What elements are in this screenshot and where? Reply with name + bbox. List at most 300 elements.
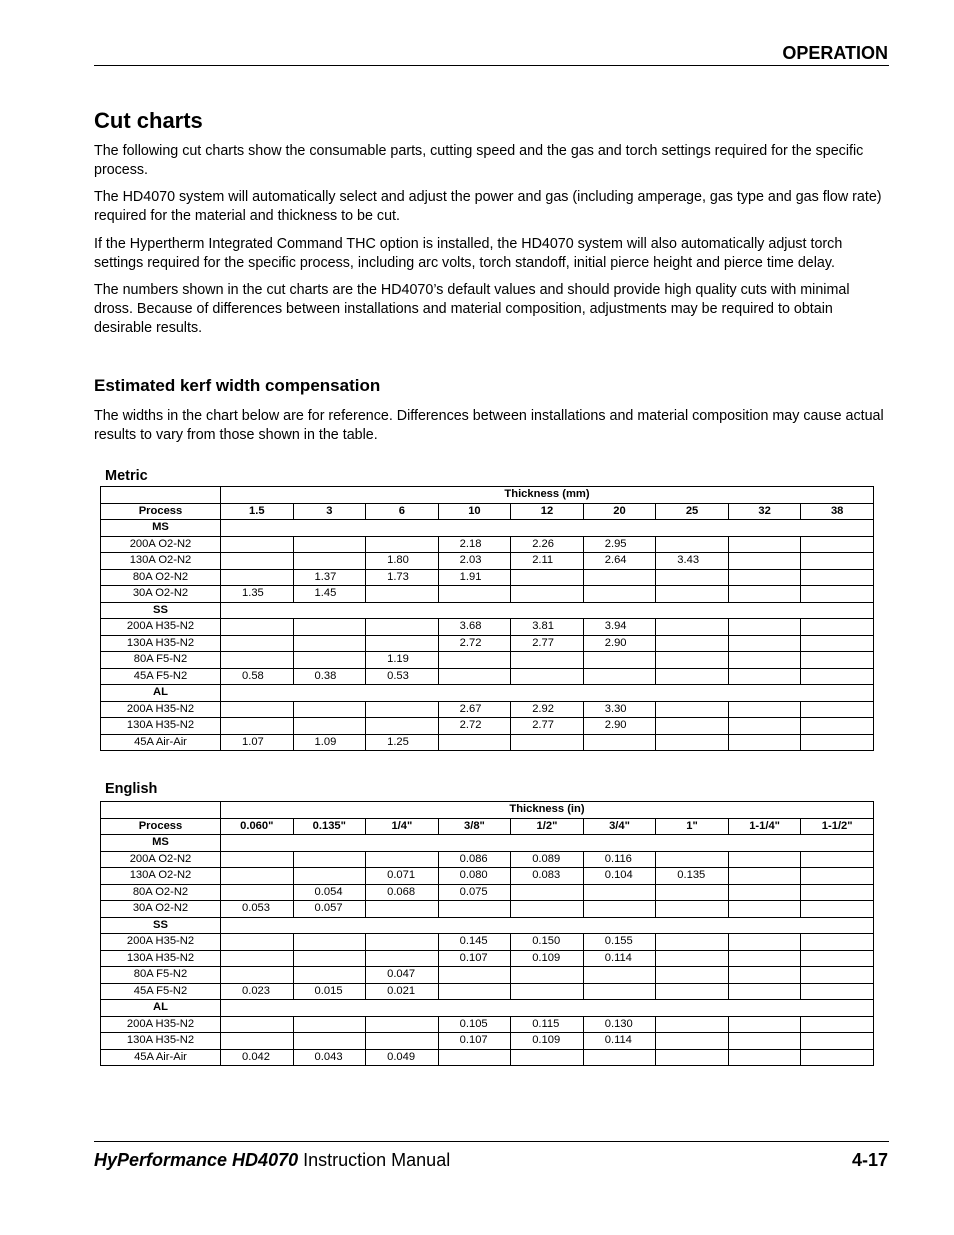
material-group-row xyxy=(101,520,874,537)
kerf-value-cell xyxy=(728,553,801,570)
kerf-value-cell xyxy=(583,586,656,603)
group-spacer-cell xyxy=(221,835,874,852)
group-spacer-cell xyxy=(221,520,874,537)
kerf-value-cell xyxy=(438,586,511,603)
kerf-value-cell xyxy=(583,652,656,669)
process-cell: 80A F5-N2 xyxy=(101,967,221,984)
kerf-value-cell: 3.43 xyxy=(656,553,729,570)
process-cell: 45A Air-Air xyxy=(101,734,221,751)
kerf-value-cell xyxy=(366,635,439,652)
kerf-value-cell xyxy=(728,1033,801,1050)
kerf-value-cell xyxy=(728,851,801,868)
kerf-value-cell xyxy=(656,934,729,951)
kerf-value-cell xyxy=(583,967,656,984)
kerf-value-cell xyxy=(366,586,439,603)
empty-corner-cell xyxy=(101,487,221,504)
material-group-row xyxy=(101,1000,874,1017)
kerf-value-cell: 0.109 xyxy=(511,950,584,967)
kerf-value-cell xyxy=(728,536,801,553)
kerf-value-cell: 0.115 xyxy=(511,1016,584,1033)
material-group-label: SS xyxy=(101,602,221,619)
material-group-row xyxy=(101,917,874,934)
kerf-value-cell xyxy=(438,652,511,669)
kerf-value-cell xyxy=(511,1049,584,1066)
kerf-value-cell xyxy=(801,1033,874,1050)
kerf-value-cell xyxy=(221,851,294,868)
kerf-value-cell: 0.135 xyxy=(656,868,729,885)
table-row xyxy=(101,851,874,868)
table-row xyxy=(101,701,874,718)
english-kerf-table xyxy=(100,801,874,1066)
thickness-column-header: 32 xyxy=(728,503,801,520)
kerf-value-cell xyxy=(728,983,801,1000)
kerf-value-cell xyxy=(366,934,439,951)
kerf-value-cell xyxy=(656,851,729,868)
process-cell: 130A O2-N2 xyxy=(101,553,221,570)
kerf-value-cell xyxy=(293,635,366,652)
kerf-value-cell: 0.114 xyxy=(583,950,656,967)
table-row xyxy=(101,901,874,918)
thickness-label: Thickness (in) xyxy=(221,802,874,819)
section-header: OPERATION xyxy=(782,43,888,63)
kerf-value-cell: 1.09 xyxy=(293,734,366,751)
material-group-label: AL xyxy=(101,685,221,702)
metric-kerf-table xyxy=(100,486,874,751)
thickness-label: Thickness (mm) xyxy=(221,487,874,504)
kerf-value-cell xyxy=(221,553,294,570)
table-row xyxy=(101,553,874,570)
kerf-value-cell: 2.77 xyxy=(511,718,584,735)
kerf-value-cell xyxy=(801,868,874,885)
kerf-value-cell xyxy=(221,569,294,586)
kerf-value-cell xyxy=(728,967,801,984)
kerf-value-cell xyxy=(728,635,801,652)
kerf-value-cell: 2.77 xyxy=(511,635,584,652)
kerf-value-cell xyxy=(583,1049,656,1066)
kerf-value-cell xyxy=(656,950,729,967)
kerf-value-cell: 0.015 xyxy=(293,983,366,1000)
english-table-label: English xyxy=(105,781,158,797)
kerf-value-cell xyxy=(583,901,656,918)
thickness-column-header: 1.5 xyxy=(221,503,294,520)
table-row xyxy=(101,619,874,636)
kerf-value-cell: 0.054 xyxy=(293,884,366,901)
kerf-value-cell: 2.90 xyxy=(583,718,656,735)
material-group-row xyxy=(101,835,874,852)
kerf-value-cell xyxy=(728,701,801,718)
kerf-value-cell: 0.089 xyxy=(511,851,584,868)
kerf-value-cell xyxy=(293,934,366,951)
kerf-value-cell: 3.30 xyxy=(583,701,656,718)
material-group-label: MS xyxy=(101,835,221,852)
kerf-value-cell xyxy=(438,1049,511,1066)
kerf-value-cell xyxy=(293,701,366,718)
kerf-value-cell xyxy=(728,569,801,586)
kerf-value-cell xyxy=(511,967,584,984)
kerf-value-cell: 2.26 xyxy=(511,536,584,553)
process-cell: 80A O2-N2 xyxy=(101,884,221,901)
kerf-value-cell: 0.080 xyxy=(438,868,511,885)
kerf-value-cell: 0.043 xyxy=(293,1049,366,1066)
process-cell: 130A H35-N2 xyxy=(101,635,221,652)
kerf-value-cell: 0.145 xyxy=(438,934,511,951)
kerf-value-cell xyxy=(656,967,729,984)
column-header-row xyxy=(101,503,874,520)
kerf-value-cell xyxy=(221,619,294,636)
kerf-value-cell xyxy=(656,701,729,718)
kerf-value-cell xyxy=(801,619,874,636)
table-row xyxy=(101,734,874,751)
intro-paragraph: The HD4070 system will automatically select and adjust the power and gas (including amperage, gas type and gas flow rate) required for the material and thickness to be cut. xyxy=(94,189,882,225)
kerf-value-cell xyxy=(221,1033,294,1050)
kerf-value-cell xyxy=(221,868,294,885)
kerf-value-cell xyxy=(728,884,801,901)
kerf-value-cell xyxy=(656,901,729,918)
kerf-value-cell: 0.068 xyxy=(366,884,439,901)
kerf-value-cell xyxy=(801,553,874,570)
kerf-value-cell xyxy=(293,652,366,669)
kerf-value-cell: 0.057 xyxy=(293,901,366,918)
kerf-value-cell xyxy=(728,901,801,918)
intro-text xyxy=(94,142,889,346)
process-cell: 45A F5-N2 xyxy=(101,983,221,1000)
process-cell: 30A O2-N2 xyxy=(101,586,221,603)
kerf-value-cell xyxy=(583,983,656,1000)
footer-manual: Instruction Manual xyxy=(303,1150,451,1170)
table-row xyxy=(101,934,874,951)
kerf-value-cell xyxy=(366,619,439,636)
kerf-value-cell xyxy=(511,668,584,685)
kerf-value-cell xyxy=(221,536,294,553)
kerf-value-cell xyxy=(221,950,294,967)
kerf-value-cell xyxy=(221,934,294,951)
kerf-value-cell: 1.45 xyxy=(293,586,366,603)
kerf-value-cell xyxy=(293,1033,366,1050)
process-cell: 45A Air-Air xyxy=(101,1049,221,1066)
kerf-value-cell xyxy=(656,884,729,901)
kerf-value-cell xyxy=(511,586,584,603)
kerf-value-cell: 0.109 xyxy=(511,1033,584,1050)
kerf-value-cell xyxy=(511,734,584,751)
kerf-value-cell xyxy=(801,586,874,603)
kerf-value-cell xyxy=(656,652,729,669)
kerf-value-cell: 1.37 xyxy=(293,569,366,586)
column-header-row xyxy=(101,818,874,835)
kerf-value-cell: 0.104 xyxy=(583,868,656,885)
table-row xyxy=(101,635,874,652)
material-group-label: MS xyxy=(101,520,221,537)
kerf-value-cell xyxy=(728,950,801,967)
kerf-value-cell: 0.083 xyxy=(511,868,584,885)
kerf-value-cell: 0.53 xyxy=(366,668,439,685)
kerf-value-cell: 2.18 xyxy=(438,536,511,553)
thickness-column-header: 20 xyxy=(583,503,656,520)
kerf-value-cell xyxy=(801,718,874,735)
kerf-value-cell xyxy=(511,901,584,918)
material-group-row xyxy=(101,685,874,702)
table-row xyxy=(101,1049,874,1066)
kerf-value-cell xyxy=(366,1016,439,1033)
kerf-value-cell xyxy=(438,983,511,1000)
kerf-description: The widths in the chart below are for reference. Differences between installations and material composition may cause actual results to vary from those shown in the table. xyxy=(94,408,884,443)
kerf-value-cell: 0.150 xyxy=(511,934,584,951)
thickness-column-header: 3/4" xyxy=(583,818,656,835)
group-spacer-cell xyxy=(221,602,874,619)
process-cell: 130A H35-N2 xyxy=(101,950,221,967)
kerf-value-cell: 0.049 xyxy=(366,1049,439,1066)
kerf-value-cell xyxy=(801,950,874,967)
kerf-value-cell xyxy=(656,718,729,735)
kerf-value-cell: 0.023 xyxy=(221,983,294,1000)
thickness-column-header: 1/2" xyxy=(511,818,584,835)
kerf-section-title: Estimated kerf width compensation xyxy=(94,376,381,395)
kerf-value-cell xyxy=(221,884,294,901)
kerf-value-cell xyxy=(728,1016,801,1033)
kerf-value-cell: 2.03 xyxy=(438,553,511,570)
kerf-value-cell xyxy=(221,967,294,984)
kerf-value-cell xyxy=(656,1016,729,1033)
footer-brand: HyPerformance HD4070 xyxy=(94,1150,299,1170)
process-cell: 45A F5-N2 xyxy=(101,668,221,685)
process-cell: 130A O2-N2 xyxy=(101,868,221,885)
kerf-value-cell xyxy=(438,901,511,918)
kerf-value-cell xyxy=(656,983,729,1000)
kerf-value-cell xyxy=(801,934,874,951)
kerf-value-cell xyxy=(583,668,656,685)
thickness-column-header: 12 xyxy=(511,503,584,520)
kerf-value-cell: 3.94 xyxy=(583,619,656,636)
footer-divider xyxy=(94,1141,889,1142)
thickness-column-header: 0.135" xyxy=(293,818,366,835)
kerf-value-cell xyxy=(221,1016,294,1033)
table-row xyxy=(101,950,874,967)
material-group-label: SS xyxy=(101,917,221,934)
table-row xyxy=(101,1033,874,1050)
process-header: Process xyxy=(101,503,221,520)
kerf-value-cell: 0.047 xyxy=(366,967,439,984)
kerf-value-cell: 1.25 xyxy=(366,734,439,751)
thickness-column-header: 1" xyxy=(656,818,729,835)
kerf-value-cell xyxy=(728,668,801,685)
kerf-value-cell xyxy=(656,1033,729,1050)
table-row xyxy=(101,967,874,984)
thickness-column-header: 0.060" xyxy=(221,818,294,835)
kerf-value-cell xyxy=(656,1049,729,1066)
thickness-column-header: 1-1/2" xyxy=(801,818,874,835)
kerf-value-cell xyxy=(293,1016,366,1033)
process-cell: 200A H35-N2 xyxy=(101,701,221,718)
table-row xyxy=(101,884,874,901)
kerf-value-cell xyxy=(438,668,511,685)
kerf-value-cell xyxy=(583,569,656,586)
table-row xyxy=(101,652,874,669)
kerf-value-cell xyxy=(583,734,656,751)
thickness-header-row xyxy=(101,487,874,504)
kerf-value-cell xyxy=(801,1016,874,1033)
kerf-value-cell: 0.086 xyxy=(438,851,511,868)
kerf-value-cell xyxy=(293,950,366,967)
thickness-column-header: 25 xyxy=(656,503,729,520)
kerf-value-cell xyxy=(801,901,874,918)
intro-paragraph: The following cut charts show the consumable parts, cutting speed and the gas and torch settings required for the specific process. xyxy=(94,143,864,178)
process-cell: 200A H35-N2 xyxy=(101,619,221,636)
kerf-value-cell xyxy=(801,967,874,984)
table-row xyxy=(101,668,874,685)
process-cell: 80A O2-N2 xyxy=(101,569,221,586)
kerf-value-cell: 0.053 xyxy=(221,901,294,918)
kerf-value-cell xyxy=(801,983,874,1000)
kerf-value-cell xyxy=(801,701,874,718)
kerf-value-cell xyxy=(801,569,874,586)
process-header: Process xyxy=(101,818,221,835)
kerf-value-cell xyxy=(801,851,874,868)
kerf-value-cell xyxy=(221,652,294,669)
kerf-value-cell xyxy=(728,718,801,735)
kerf-value-cell: 0.130 xyxy=(583,1016,656,1033)
kerf-value-cell xyxy=(728,652,801,669)
metric-table-label: Metric xyxy=(105,468,148,484)
kerf-value-cell xyxy=(801,635,874,652)
kerf-value-cell xyxy=(366,901,439,918)
kerf-value-cell: 1.07 xyxy=(221,734,294,751)
process-cell: 200A H35-N2 xyxy=(101,934,221,951)
kerf-value-cell xyxy=(293,619,366,636)
kerf-value-cell xyxy=(366,1033,439,1050)
thickness-column-header: 1/4" xyxy=(366,818,439,835)
kerf-value-cell xyxy=(801,1049,874,1066)
kerf-value-cell xyxy=(293,718,366,735)
kerf-value-cell xyxy=(656,586,729,603)
kerf-value-cell: 1.35 xyxy=(221,586,294,603)
kerf-value-cell xyxy=(511,884,584,901)
kerf-value-cell xyxy=(656,734,729,751)
kerf-value-cell xyxy=(656,668,729,685)
thickness-column-header: 6 xyxy=(366,503,439,520)
kerf-value-cell xyxy=(366,718,439,735)
kerf-value-cell: 1.91 xyxy=(438,569,511,586)
kerf-value-cell: 0.042 xyxy=(221,1049,294,1066)
footer-title xyxy=(94,1150,450,1171)
page-number: 4-17 xyxy=(851,1150,888,1170)
kerf-value-cell xyxy=(656,536,729,553)
process-cell: 80A F5-N2 xyxy=(101,652,221,669)
kerf-value-cell xyxy=(728,868,801,885)
kerf-value-cell xyxy=(656,569,729,586)
kerf-value-cell xyxy=(293,851,366,868)
kerf-value-cell xyxy=(801,734,874,751)
kerf-value-cell xyxy=(511,569,584,586)
process-cell: 30A O2-N2 xyxy=(101,901,221,918)
group-spacer-cell xyxy=(221,1000,874,1017)
thickness-column-header: 38 xyxy=(801,503,874,520)
kerf-value-cell xyxy=(221,701,294,718)
kerf-value-cell: 2.72 xyxy=(438,635,511,652)
group-spacer-cell xyxy=(221,685,874,702)
kerf-value-cell xyxy=(511,983,584,1000)
kerf-value-cell: 0.116 xyxy=(583,851,656,868)
page-title: Cut charts xyxy=(94,108,203,133)
process-cell: 130A H35-N2 xyxy=(101,718,221,735)
kerf-value-cell xyxy=(221,635,294,652)
kerf-value-cell xyxy=(438,734,511,751)
kerf-value-cell xyxy=(293,553,366,570)
kerf-value-cell xyxy=(511,652,584,669)
thickness-column-header: 1-1/4" xyxy=(728,818,801,835)
kerf-value-cell xyxy=(366,536,439,553)
kerf-value-cell: 1.73 xyxy=(366,569,439,586)
process-cell: 200A O2-N2 xyxy=(101,851,221,868)
kerf-value-cell: 0.58 xyxy=(221,668,294,685)
kerf-value-cell xyxy=(656,619,729,636)
table-row xyxy=(101,536,874,553)
intro-paragraph: The numbers shown in the cut charts are the HD4070’s default values and should provide high quality cuts with minimal dross. Because of differences between installations and material composition, adjustments may be required to obtain desirable results. xyxy=(94,282,850,336)
kerf-value-cell: 3.81 xyxy=(511,619,584,636)
table-row xyxy=(101,586,874,603)
process-cell: 200A O2-N2 xyxy=(101,536,221,553)
kerf-value-cell: 0.071 xyxy=(366,868,439,885)
kerf-value-cell: 2.72 xyxy=(438,718,511,735)
kerf-value-cell: 3.68 xyxy=(438,619,511,636)
kerf-value-cell xyxy=(801,652,874,669)
kerf-value-cell: 2.90 xyxy=(583,635,656,652)
kerf-value-cell: 0.155 xyxy=(583,934,656,951)
process-cell: 200A H35-N2 xyxy=(101,1016,221,1033)
table-row xyxy=(101,868,874,885)
kerf-value-cell: 0.075 xyxy=(438,884,511,901)
kerf-value-cell xyxy=(728,586,801,603)
kerf-value-cell: 0.105 xyxy=(438,1016,511,1033)
kerf-value-cell: 2.11 xyxy=(511,553,584,570)
kerf-value-cell: 2.64 xyxy=(583,553,656,570)
kerf-value-cell xyxy=(366,851,439,868)
kerf-value-cell xyxy=(293,536,366,553)
table-row xyxy=(101,718,874,735)
table-row xyxy=(101,983,874,1000)
kerf-value-cell: 1.80 xyxy=(366,553,439,570)
empty-corner-cell xyxy=(101,802,221,819)
thickness-column-header: 3 xyxy=(293,503,366,520)
kerf-value-cell: 1.19 xyxy=(366,652,439,669)
kerf-value-cell xyxy=(656,635,729,652)
kerf-value-cell: 0.021 xyxy=(366,983,439,1000)
header-divider xyxy=(94,65,889,66)
thickness-header-row xyxy=(101,802,874,819)
group-spacer-cell xyxy=(221,917,874,934)
kerf-value-cell xyxy=(801,884,874,901)
kerf-value-cell xyxy=(293,967,366,984)
thickness-column-header: 10 xyxy=(438,503,511,520)
kerf-value-cell xyxy=(728,1049,801,1066)
kerf-value-cell: 0.107 xyxy=(438,950,511,967)
material-group-row xyxy=(101,602,874,619)
intro-paragraph: If the Hypertherm Integrated Command THC option is installed, the HD4070 system will also automatically adjust torch settings required for the specific process, including arc volts, torch standoff, initial pierce height and pierce time delay. xyxy=(94,235,843,271)
process-cell: 130A H35-N2 xyxy=(101,1033,221,1050)
material-group-label: AL xyxy=(101,1000,221,1017)
kerf-value-cell xyxy=(438,967,511,984)
kerf-value-cell: 2.95 xyxy=(583,536,656,553)
kerf-value-cell xyxy=(221,718,294,735)
kerf-value-cell: 0.107 xyxy=(438,1033,511,1050)
kerf-value-cell xyxy=(583,884,656,901)
kerf-value-cell: 2.67 xyxy=(438,701,511,718)
kerf-value-cell xyxy=(366,950,439,967)
kerf-value-cell xyxy=(293,868,366,885)
kerf-value-cell xyxy=(728,934,801,951)
table-row xyxy=(101,1016,874,1033)
kerf-value-cell xyxy=(801,668,874,685)
kerf-value-cell: 0.114 xyxy=(583,1033,656,1050)
kerf-value-cell xyxy=(728,619,801,636)
